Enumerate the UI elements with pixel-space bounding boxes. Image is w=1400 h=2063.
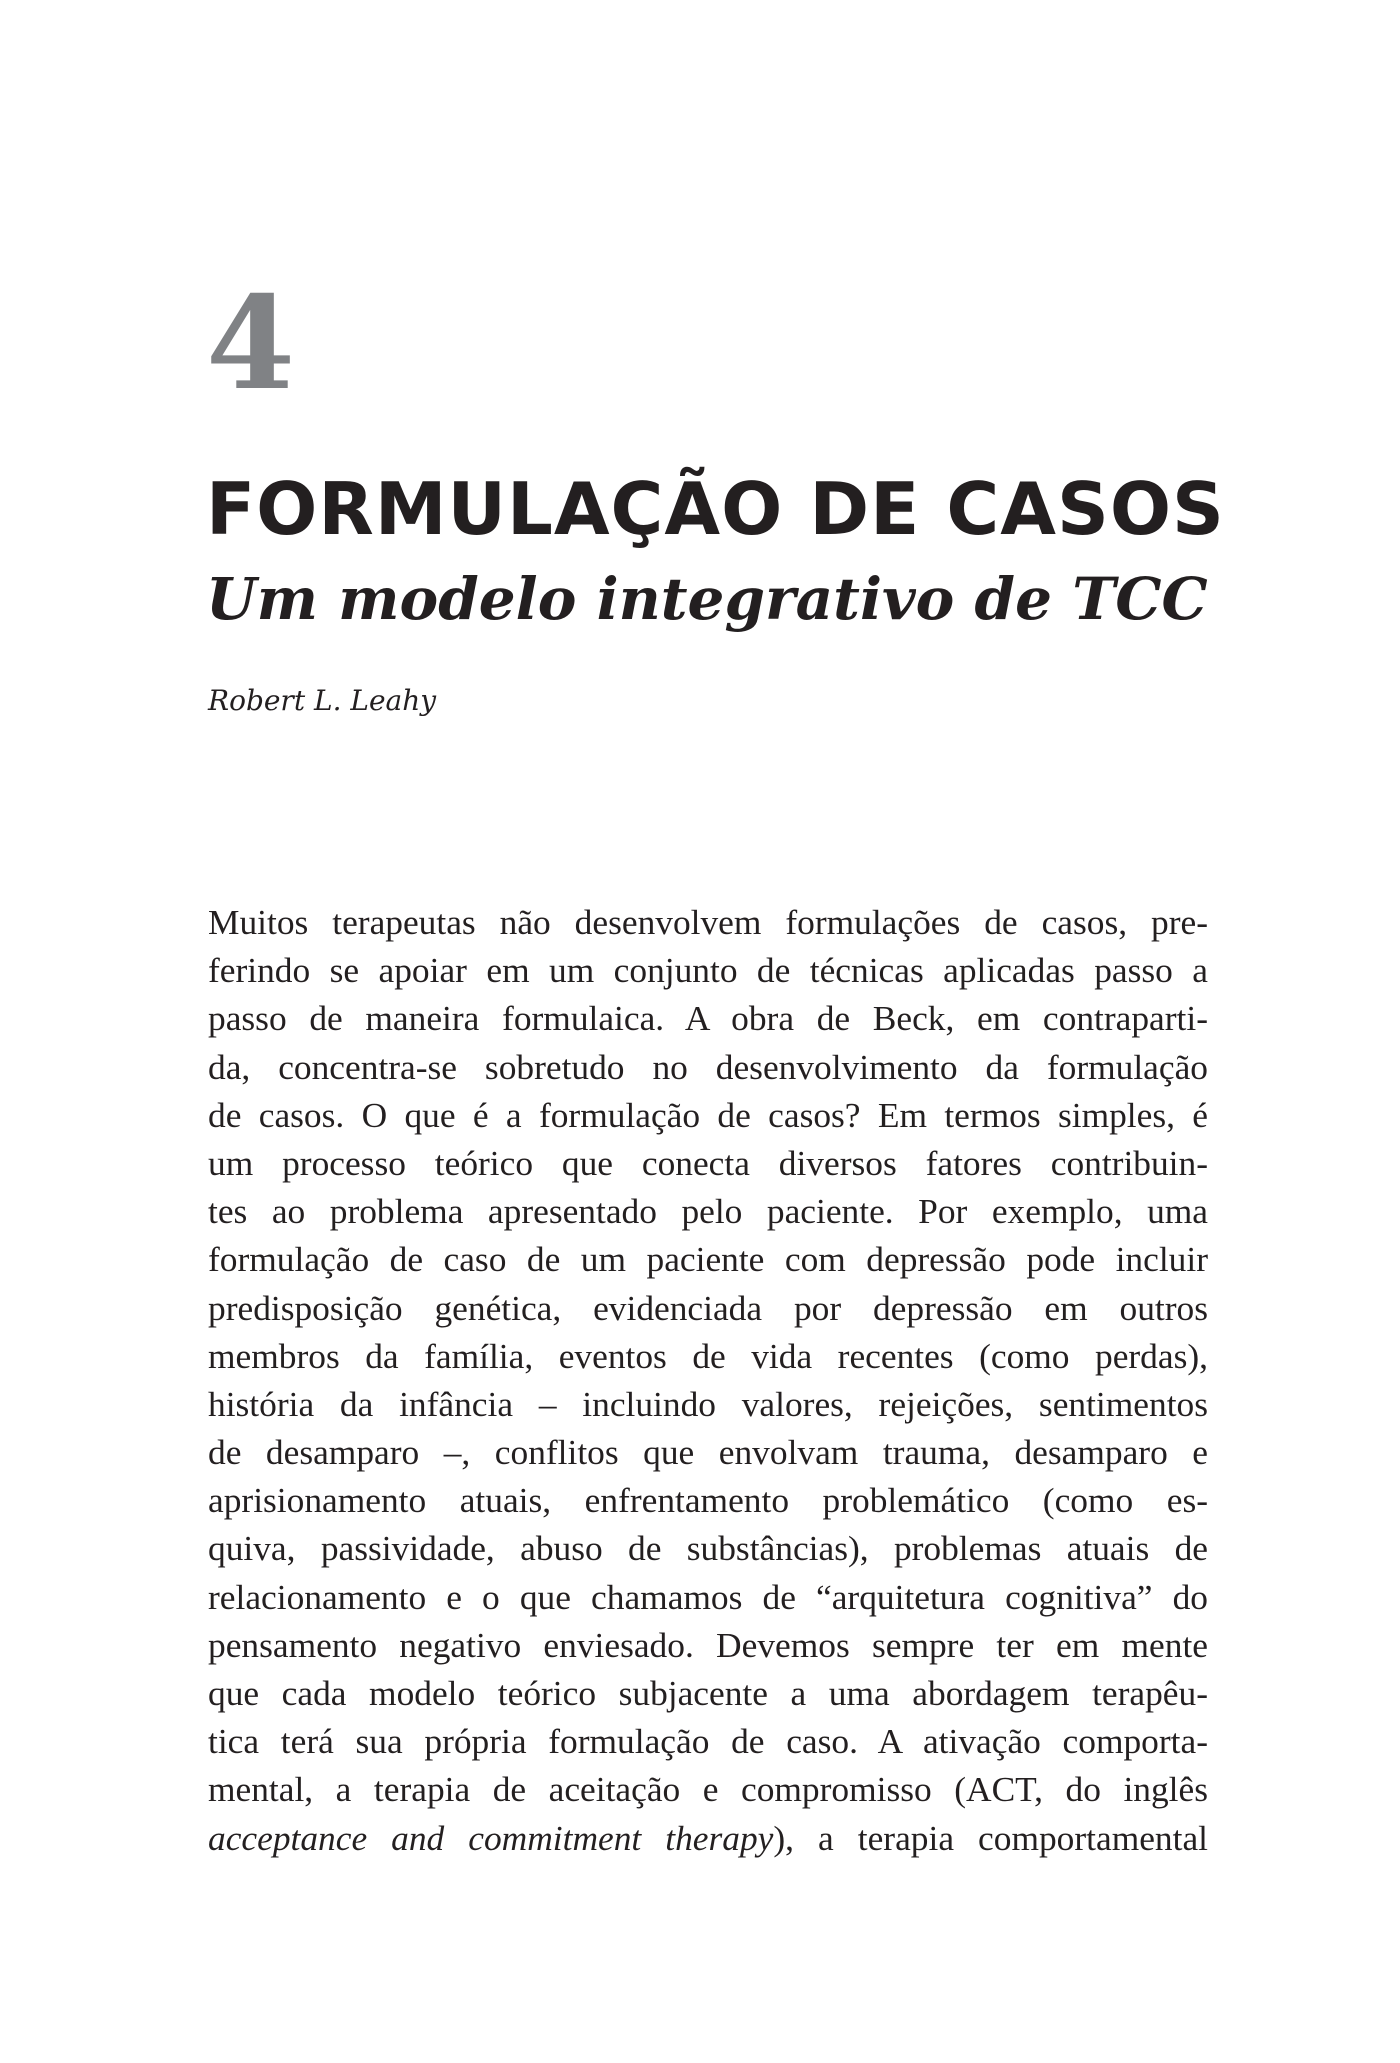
body-line: um processo teórico que conecta diversos fatores contribuin- [208,1142,1208,1183]
body-line: quiva, passividade, abuso de substâncias), problemas atuais de [208,1528,1208,1569]
body-line: Muitos terapeutas não desenvolvem formulações de casos, pre- [208,902,1208,942]
chapter-number: 4 [206,269,296,419]
body-line: passo de maneira formulaica. A obra de Beck, em contraparti- [208,998,1208,1039]
body-line: formulação de caso de um paciente com depressão pode incluir [208,1239,1208,1280]
body-paragraph [208,898,1208,1862]
chapter-subtitle: Um modelo integrativo de TCC [206,565,1208,633]
body-line: pensamento negativo enviesado. Devemos sempre ter em mente [208,1624,1208,1665]
body-line: predisposição genética, evidenciada por depressão em outros [208,1287,1208,1328]
body-line: que cada modelo teórico subjacente a uma abordagem terapêu- [208,1673,1208,1713]
body-line: tica terá sua própria formulação de caso. A ativação comporta- [208,1721,1208,1762]
body-line: relacionamento e o que chamamos de “arquitetura cognitiva” do [208,1576,1208,1617]
body-line: tes ao problema apresentado pelo paciente. Por exemplo, uma [208,1191,1208,1232]
body-line: de casos. O que é a formulação de casos? Em termos simples, é [208,1094,1208,1135]
body-line: membros da família, eventos de vida recentes (como perdas), [208,1335,1208,1376]
italic-term: acceptance and commitment therapy [208,1817,774,1858]
body-line: história da infância – incluindo valores, rejeições, sentimentos [208,1383,1208,1424]
body-line: ferindo se apoiar em um conjunto de técnicas aplicadas passo a [208,950,1208,991]
body-line: mental, a terapia de aceitação e compromisso (ACT, do inglês [208,1769,1208,1810]
body-line: da, concentra-se sobretudo no desenvolvimento da formulação [208,1046,1208,1087]
chapter-author: Robert L. Leahy [208,684,437,717]
body-line: aprisionamento atuais, enfrentamento problemático (como es- [208,1480,1208,1521]
body-line-last [208,1814,1208,1862]
body-line: de desamparo –, conflitos que envolvam trauma, desamparo e [208,1432,1208,1473]
body-line-tail: ), a terapia comportamental [773,1817,1209,1858]
chapter-title: FORMULAÇÃO DE CASOS [206,467,1225,551]
